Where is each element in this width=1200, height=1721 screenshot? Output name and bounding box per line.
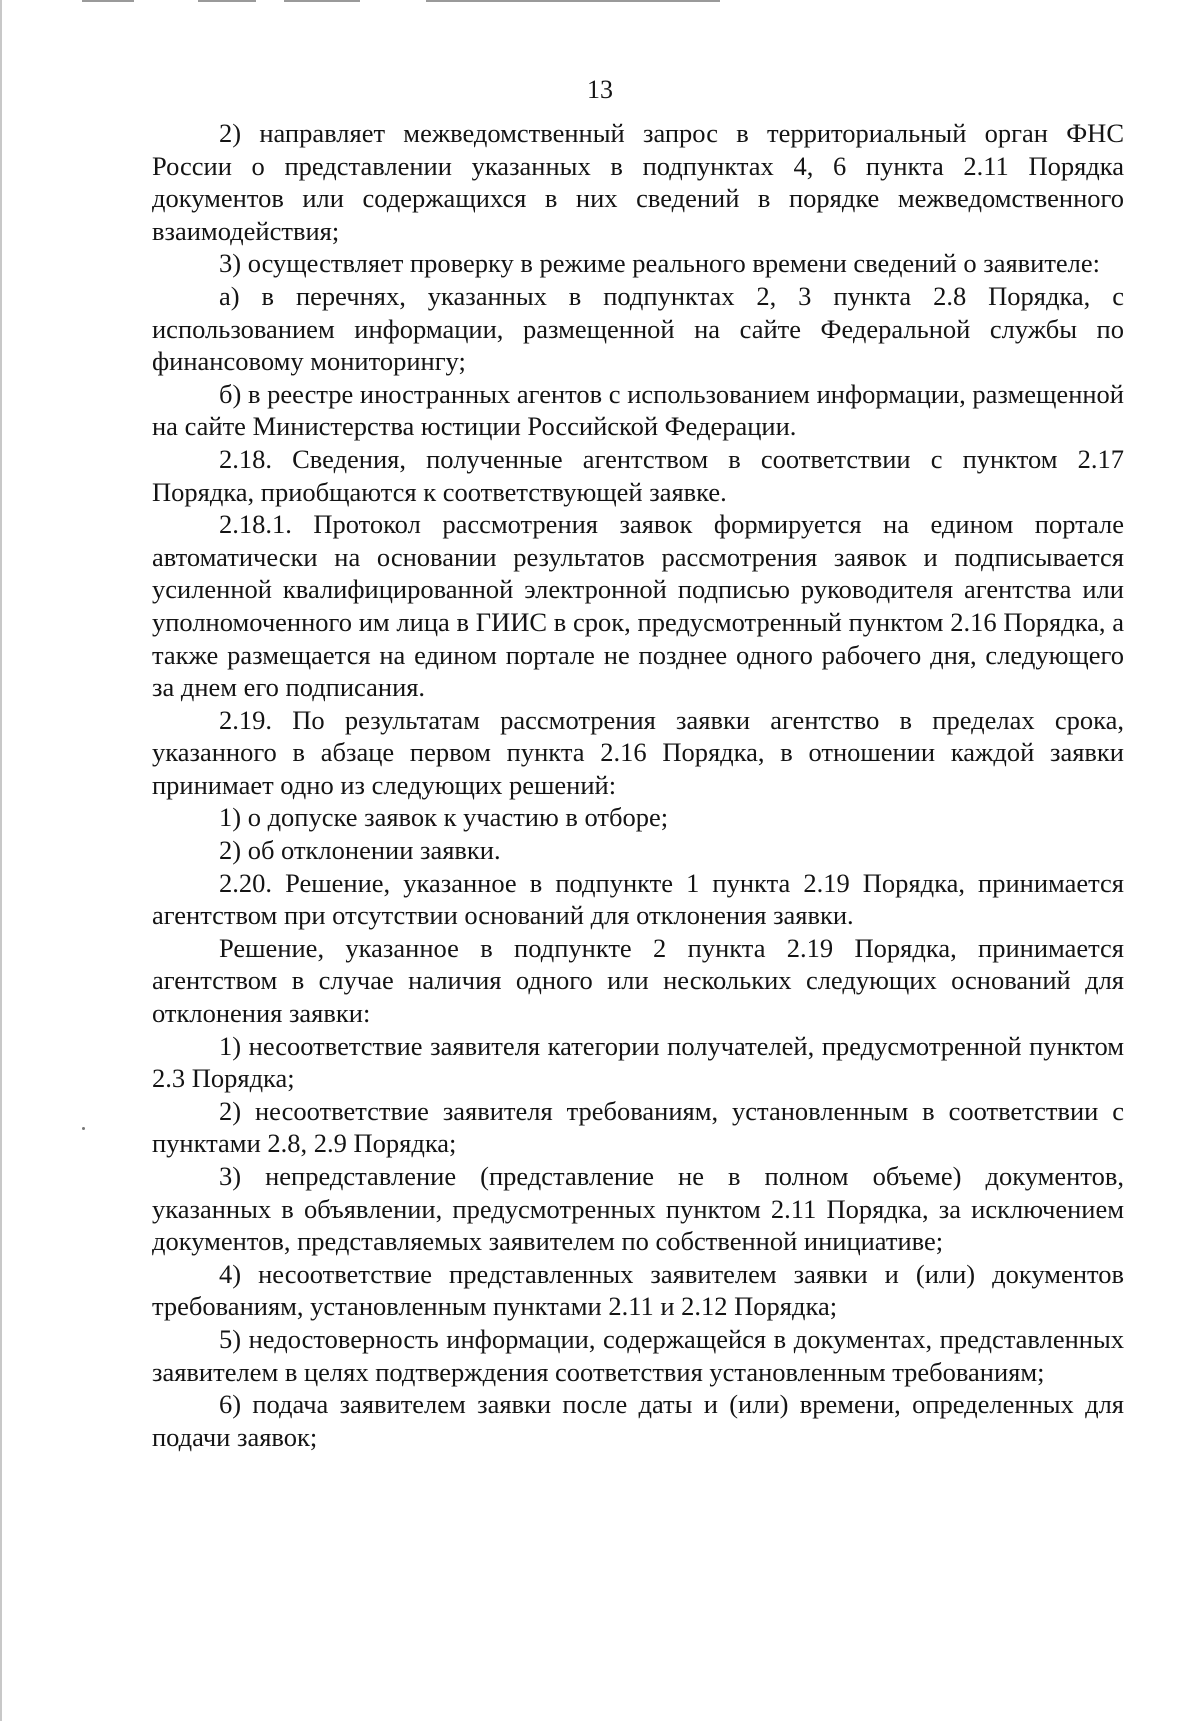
scan-edge-left (0, 0, 2, 1721)
paragraph-2-18: 2.18. Сведения, полученные агентством в соответствии с пунктом 2.17 Порядка, приобщаются к соответствующей заявке. (152, 443, 1124, 507)
paragraph-2-20: 2.20. Решение, указанное в подпункте 1 пункта 2.19 Порядка, принимается агентством при отсутствии оснований для отклонения заявки. (152, 867, 1124, 931)
paragraph-item-3-check: 3) осуществляет проверку в режиме реального времени сведений о заявителе: (219, 248, 1101, 279)
paragraph-ground-2: 2) несоответствие заявителя требованиям, установленным в соответствии с пунктами 2.8, 2.9 Порядка; (152, 1095, 1124, 1159)
paragraph-decision-2: 2) об отклонении заявки. (219, 835, 501, 866)
paragraph-ground-6: 6) подача заявителем заявки после даты и (или) времени, определенных для подачи заявок; (152, 1389, 1124, 1452)
scan-edge-line (284, 0, 360, 2)
paragraph-item-2-request: 2) направляет межведомственный запрос в территориальный орган ФНС России о представлении указанных в подпунктах 4, 6 пункта 2.11 Порядка документов или содержащихся в них сведений в порядке межведомственного взаимодействия; (152, 118, 1124, 246)
paragraph-ground-1: 1) несоответствие заявителя категории получателей, предусмотренной пунктом 2.3 Порядка; (152, 1030, 1124, 1094)
paragraph-rejection-intro: Решение, указанное в подпункте 2 пункта 2.19 Порядка, принимается агентством в случае наличия одного или нескольких следующих оснований для отклонения заявки: (152, 932, 1124, 1029)
paragraph-ground-4: 4) несоответствие представленных заявителем заявки и (или) документов требованиям, установленным пунктами 2.11 и 2.12 Порядка; (152, 1258, 1124, 1322)
page-number: 13 (587, 75, 613, 104)
document-body (152, 117, 1124, 1453)
scan-edge-line (426, 0, 720, 2)
paragraph-2-18-1: 2.18.1. Протокол рассмотрения заявок формируется на едином портале автоматически на основании результатов рассмотрения заявок и подписывается усиленной квалифицированной электронной подписью руководителя агентства или уполномоченного им лица в ГИИС в срок, предусмотренный пунктом 2.16 Порядка, а также размещается на едином портале не позднее одного рабочего дня, следующего за днем его подписания. (152, 509, 1124, 703)
scan-edge-line (198, 0, 256, 2)
paragraph-decision-1: 1) о допуске заявок к участию в отборе; (219, 802, 669, 833)
paragraph-ground-3: 3) непредставление (представление не в полном объеме) документов, указанных в объявлении, предусмотренных пунктом 2.11 Порядка, за исключением документов, представляемых заявителем по собственной инициативе; (152, 1161, 1124, 1257)
paragraph-subitem-b: б) в реестре иностранных агентов с использованием информации, размещенной на сайте Министерства юстиции Российской Федерации. (152, 378, 1124, 442)
paragraph-2-19: 2.19. По результатам рассмотрения заявки агентство в пределах срока, указанного в абзаце первом пункта 2.16 Порядка, в отношении каждой заявки принимает одно из следующих решений: (152, 704, 1124, 800)
paragraph-subitem-a: а) в перечнях, указанных в подпунктах 2, 3 пункта 2.8 Порядка, с использованием информации, размещенной на сайте Федеральной службы по финансовому мониторингу; (152, 280, 1124, 377)
scan-edge-line (82, 0, 134, 2)
scan-speck (82, 1127, 85, 1130)
paragraph-ground-5: 5) недостоверность информации, содержащейся в документах, представленных заявителем в целях подтверждения соответствия установленным требованиям; (152, 1323, 1124, 1387)
